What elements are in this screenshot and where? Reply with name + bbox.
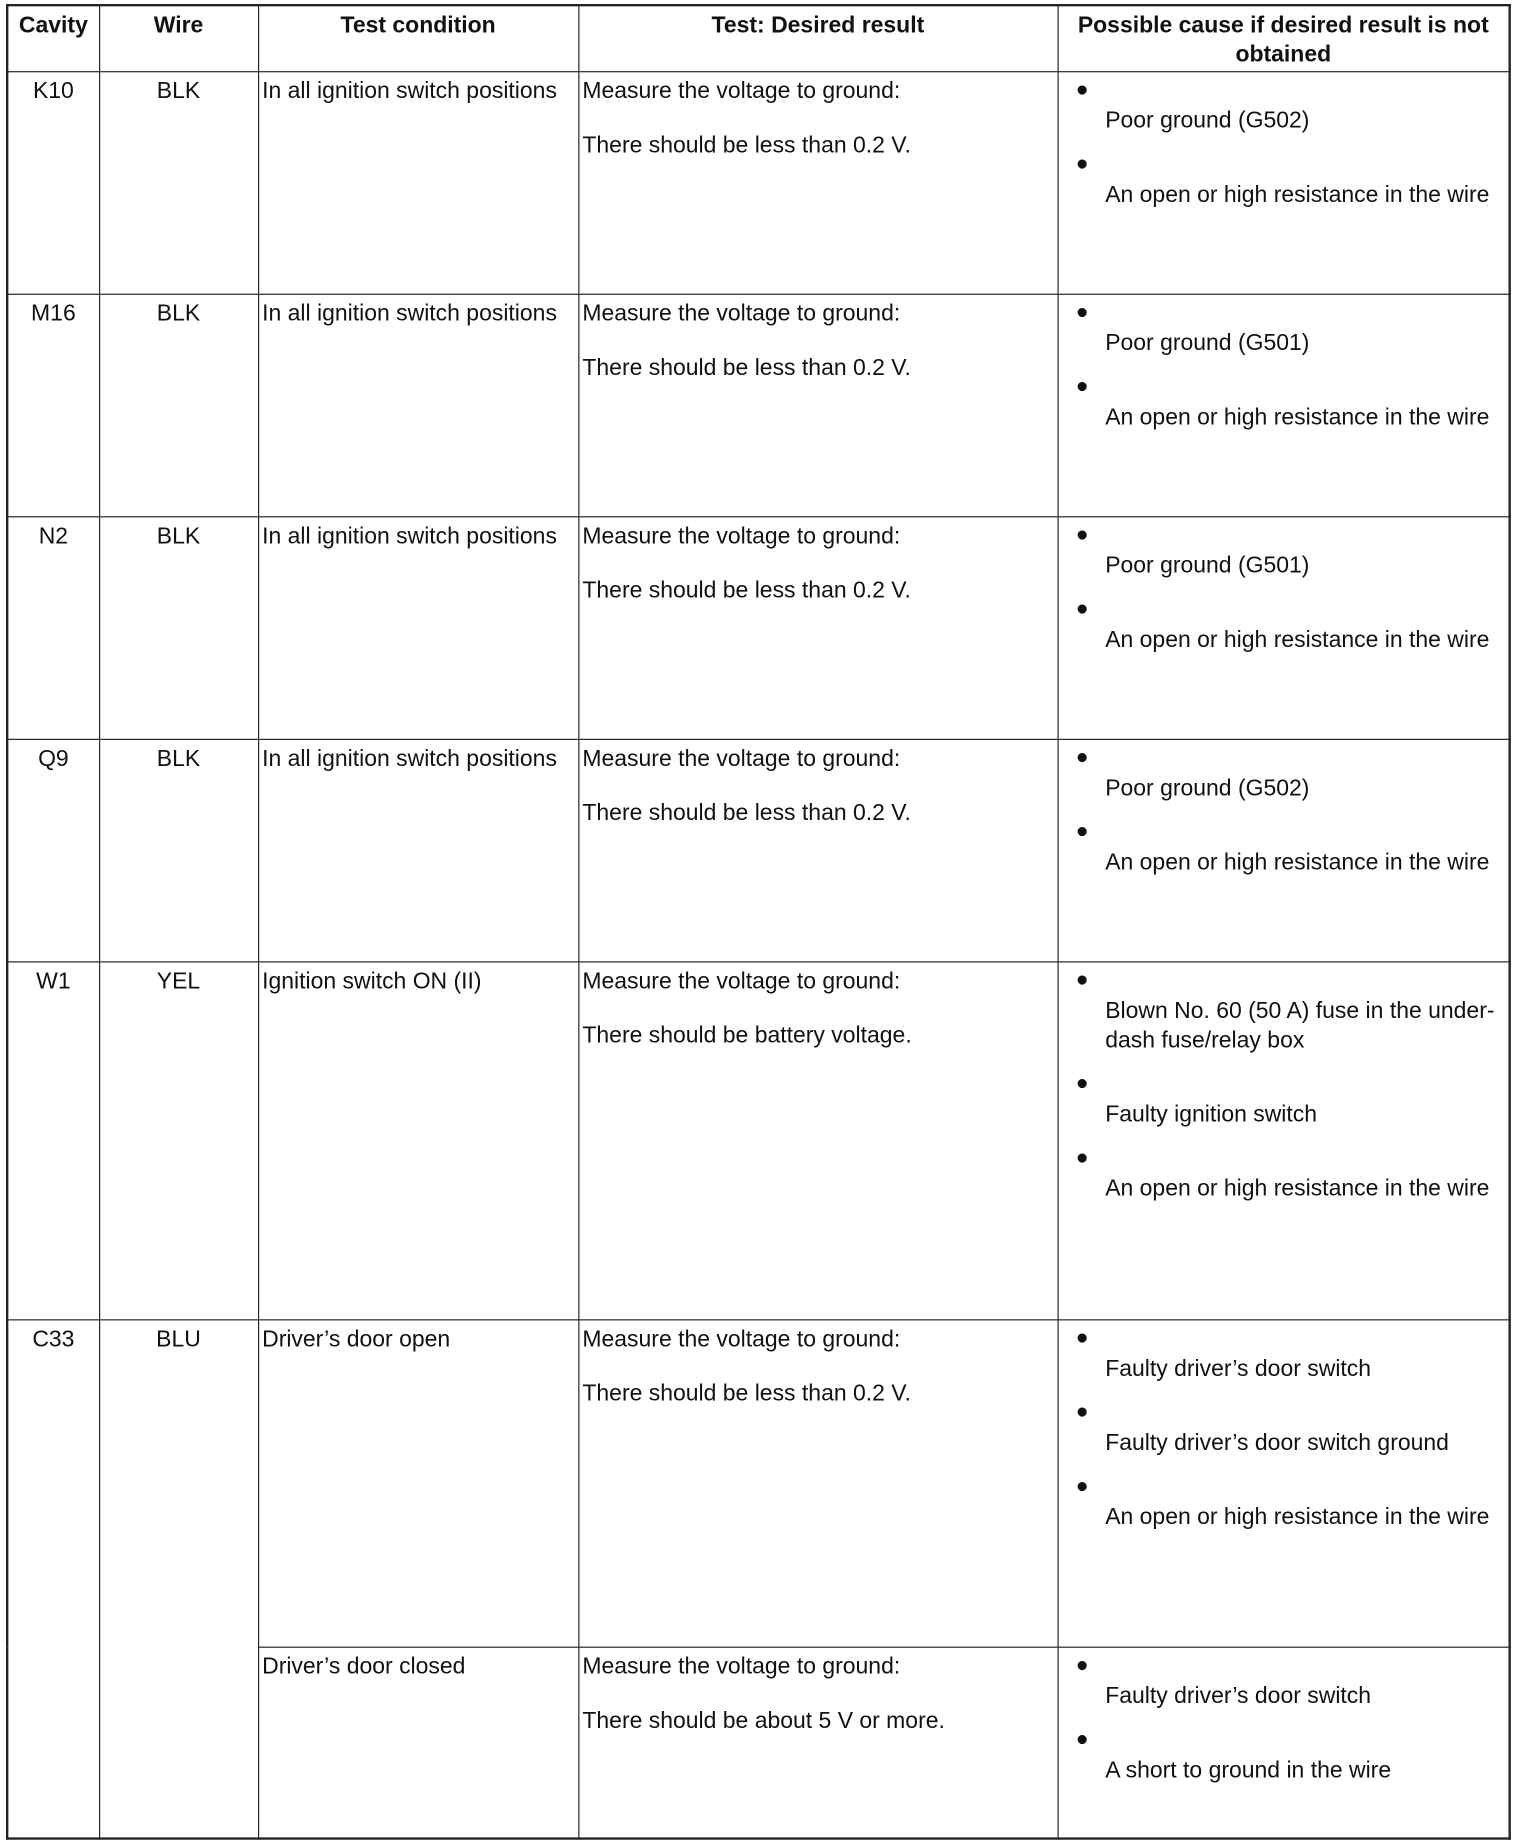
result-expectation: There should be less than 0.2 V. (582, 1380, 911, 1407)
result-instruction: Measure the voltage to ground: (582, 745, 901, 772)
condition-cell: In all ignition switch positions (258, 739, 578, 962)
cause-item (1075, 151, 1505, 210)
condition-cell: In all ignition switch positions (258, 294, 578, 517)
result-cell (578, 739, 1057, 962)
cavity-cell: N2 (7, 517, 99, 740)
bullet-icon: ● (1075, 744, 1089, 769)
bullet-icon: ● (1075, 1473, 1089, 1498)
bullet-icon: ● (1075, 373, 1089, 398)
cause-item (1075, 1652, 1505, 1712)
table-row (7, 962, 1509, 1320)
cause-cell (1058, 72, 1510, 295)
result-instruction: Measure the voltage to ground: (582, 1653, 901, 1680)
cause-item (1075, 818, 1505, 878)
table-row (7, 739, 1509, 962)
result-instruction: Measure the voltage to ground: (582, 523, 901, 550)
cause-item (1075, 1325, 1505, 1384)
result-cell (578, 72, 1057, 295)
table-row (7, 1320, 1509, 1647)
result-expectation: There should be about 5 V or more. (582, 1707, 945, 1734)
cause-text: An open or high resistance in the wire (1105, 626, 1490, 653)
cause-text: Blown No. 60 (50 A) fuse in the under-dash fuse/relay box (1105, 997, 1495, 1054)
cause-text: Poor ground (G502) (1105, 775, 1310, 802)
result-instruction: Measure the voltage to ground: (582, 1326, 901, 1353)
bullet-icon: ● (1075, 1144, 1089, 1169)
cause-text: An open or high resistance in the wire (1105, 1504, 1490, 1531)
table-row (7, 72, 1509, 295)
cause-cell (1058, 962, 1510, 1320)
cause-text: Faulty driver’s door switch ground (1105, 1429, 1449, 1456)
header-cavity: Cavity (7, 5, 99, 72)
bullet-icon: ● (1075, 151, 1089, 175)
result-expectation: There should be less than 0.2 V. (582, 799, 911, 826)
wire-cell: BLK (99, 294, 258, 517)
wire-cell: BLK (99, 739, 258, 962)
connector-test-table (6, 4, 1511, 1840)
cause-text: Faulty driver’s door switch (1105, 1355, 1372, 1382)
result-expectation: There should be less than 0.2 V. (582, 577, 911, 604)
condition-cell: In all ignition switch positions (258, 72, 578, 295)
cavity-cell: C33 (7, 1320, 99, 1839)
bullet-icon: ● (1075, 1652, 1089, 1677)
header-desired-result: Test: Desired result (578, 5, 1057, 72)
cause-item (1075, 299, 1505, 359)
table-row (7, 517, 1509, 740)
result-cell (578, 1647, 1057, 1838)
wire-cell: YEL (99, 962, 258, 1320)
cause-text: Faulty ignition switch (1105, 1101, 1318, 1128)
header-row (7, 5, 1509, 72)
cavity-cell: Q9 (7, 739, 99, 962)
condition-cell: Driver’s door closed (258, 1647, 578, 1838)
cavity-cell: W1 (7, 962, 99, 1320)
result-expectation: There should be less than 0.2 V. (582, 354, 911, 381)
cause-item (1075, 744, 1505, 804)
cause-cell (1058, 294, 1510, 517)
cavity-cell: M16 (7, 294, 99, 517)
result-cell (578, 294, 1057, 517)
result-instruction: Measure the voltage to ground: (582, 968, 901, 995)
bullet-icon: ● (1075, 77, 1089, 101)
cause-text: An open or high resistance in the wire (1105, 404, 1490, 431)
cause-text: An open or high resistance in the wire (1105, 1175, 1490, 1202)
wire-cell: BLK (99, 72, 258, 295)
header-possible-cause: Possible cause if desired result is not obtained (1058, 5, 1510, 72)
bullet-icon: ● (1075, 1399, 1089, 1423)
condition-cell: Driver’s door open (258, 1320, 578, 1647)
cause-item (1075, 1726, 1505, 1786)
cause-item (1075, 1399, 1505, 1458)
cause-item (1075, 596, 1505, 655)
condition-cell: In all ignition switch positions (258, 517, 578, 740)
cause-cell (1058, 1647, 1510, 1838)
cause-item (1075, 522, 1505, 581)
wire-cell: BLU (99, 1320, 258, 1839)
table-row (7, 294, 1509, 517)
cause-text: A short to ground in the wire (1105, 1757, 1392, 1784)
wire-cell: BLK (99, 517, 258, 740)
cause-text: An open or high resistance in the wire (1105, 849, 1490, 876)
cause-text: Poor ground (G501) (1105, 552, 1310, 579)
cause-item (1075, 373, 1505, 433)
cause-item (1075, 1070, 1505, 1130)
condition-cell: Ignition switch ON (II) (258, 962, 578, 1320)
cause-text: An open or high resistance in the wire (1105, 181, 1490, 208)
result-expectation: There should be less than 0.2 V. (582, 132, 911, 159)
result-instruction: Measure the voltage to ground: (582, 300, 901, 327)
result-cell (578, 962, 1057, 1320)
cavity-cell: K10 (7, 72, 99, 295)
result-cell (578, 1320, 1057, 1647)
document-page (6, 4, 1516, 1839)
bullet-icon: ● (1075, 1070, 1089, 1095)
cause-item (1075, 1473, 1505, 1533)
cause-item (1075, 77, 1505, 136)
cause-text: Faulty driver’s door switch (1105, 1683, 1372, 1710)
cause-cell (1058, 739, 1510, 962)
bullet-icon: ● (1075, 967, 1089, 991)
bullet-icon: ● (1075, 818, 1089, 843)
result-instruction: Measure the voltage to ground: (582, 78, 901, 105)
header-test-condition: Test condition (258, 5, 578, 72)
cause-text: Poor ground (G501) (1105, 330, 1310, 357)
result-cell (578, 517, 1057, 740)
header-wire: Wire (99, 5, 258, 72)
cause-item (1075, 1144, 1505, 1204)
cause-cell (1058, 517, 1510, 740)
bullet-icon: ● (1075, 522, 1089, 546)
bullet-icon: ● (1075, 1726, 1089, 1751)
bullet-icon: ● (1075, 596, 1089, 620)
cause-item (1075, 967, 1505, 1055)
result-expectation: There should be battery voltage. (582, 1022, 912, 1049)
bullet-icon: ● (1075, 1325, 1089, 1349)
cause-cell (1058, 1320, 1510, 1647)
cause-text: Poor ground (G502) (1105, 107, 1310, 134)
bullet-icon: ● (1075, 299, 1089, 324)
